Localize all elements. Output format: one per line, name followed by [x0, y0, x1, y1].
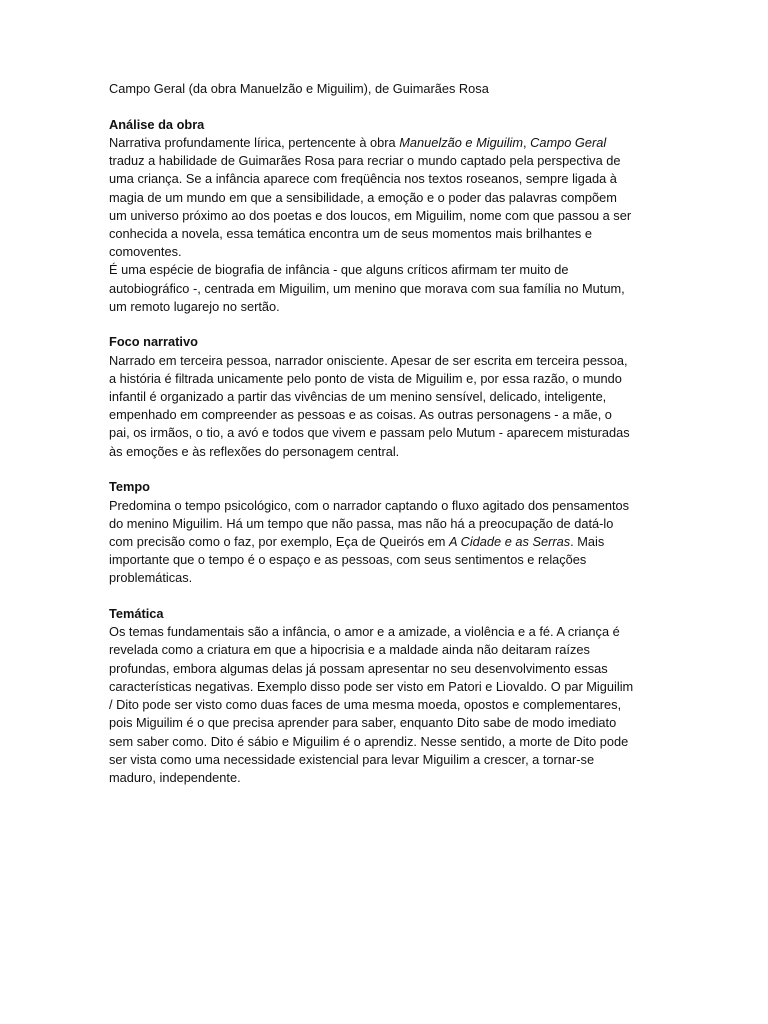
section-heading-tematica: Temática: [109, 606, 164, 622]
paragraph-analise-1: [109, 134, 634, 261]
document-page: [109, 80, 634, 787]
book-title-italic: Manuelzão e Miguilim: [399, 134, 523, 150]
book-title-italic: Campo Geral: [530, 134, 607, 150]
text-run: Predomina o tempo psicológico, com o narrador captando o fluxo agitado dos pensamentos do menino Miguilim. Há um tempo que não passa, mas não há a preocupação de datá-lo com precisão como o faz, por exemplo, Eça de Queirós em: [109, 497, 630, 549]
section-heading-foco-narrativo: Foco narrativo: [109, 334, 198, 350]
book-title-italic: A Cidade e as Serras: [448, 533, 571, 549]
text-run: ,: [523, 134, 531, 150]
section-heading-analise: Análise da obra: [109, 116, 205, 132]
document-title: Campo Geral (da obra Manuelzão e Miguilim), de Guimarães Rosa: [109, 81, 489, 96]
paragraph-tempo: [109, 497, 634, 588]
paragraph-analise-2: É uma espécie de biografia de infância - que alguns críticos afirmam ter muito de autobiográfico -, centrada em Miguilim, um menino que morava com sua família no Mutum, um remoto lugarejo no sertão.: [109, 262, 625, 314]
text-run: Narrativa profundamente lírica, pertencente à obra: [109, 134, 400, 150]
paragraph-tematica: Os temas fundamentais são a infância, o amor e a amizade, a violência e a fé. A criança é revelada como a criatura em que a hipocrisia e a maldade ainda não deitaram raízes profundas, embora algumas delas já possam apresentar no seu desenvolvimento essas características negativas. Exemplo disso pode ser visto em Patori e Liovaldo. O par Miguilim / Dito pode ser visto como duas faces de uma mesma moeda, opostos e complementares, pois Miguilim é o que precisa aprender para saber, enquanto Dito sabe de modo imediato sem saber como. Dito é sábio e Miguilim é o aprendiz. Nesse sentido, a morte de Dito pode ser vista como uma necessidade existencial para levar Miguilim a crescer, a tornar-se maduro, independente.: [109, 624, 634, 785]
text-run: . Mais importante que o tempo é o espaço e as pessoas, com seus sentimentos e relações problemáticas.: [109, 533, 605, 586]
text-run: traduz a habilidade de Guimarães Rosa para recriar o mundo captado pela perspectiva de uma criança. Se a infância aparece com freqüência nos textos roseanos, sempre ligada à magia de um mundo em que a sensibilidade, a emoção e o poder das palavras compõem um universo próximo ao dos poetas e dos loucos, em Miguilim, nome com que passou a ser conhecida a novela, essa temática encontra um de seus momentos mais brilhantes e comoventes.: [109, 153, 632, 260]
section-heading-tempo: Tempo: [109, 479, 150, 495]
paragraph-foco-narrativo: Narrado em terceira pessoa, narrador onisciente. Apesar de ser escrita em terceira pessoa, a história é filtrada unicamente pelo ponto de vista de Miguilim e, por essa razão, o mundo infantil é organizado a partir das vivências de um menino sensível, delicado, inteligente, empenhado em compreender as pessoas e as coisas. As outras personagens - a mãe, o pai, os irmãos, o tio, a avó e todos que vivem e passam pelo Mutum - aparecem misturadas às emoções e às reflexões do personagem central.: [109, 352, 630, 459]
